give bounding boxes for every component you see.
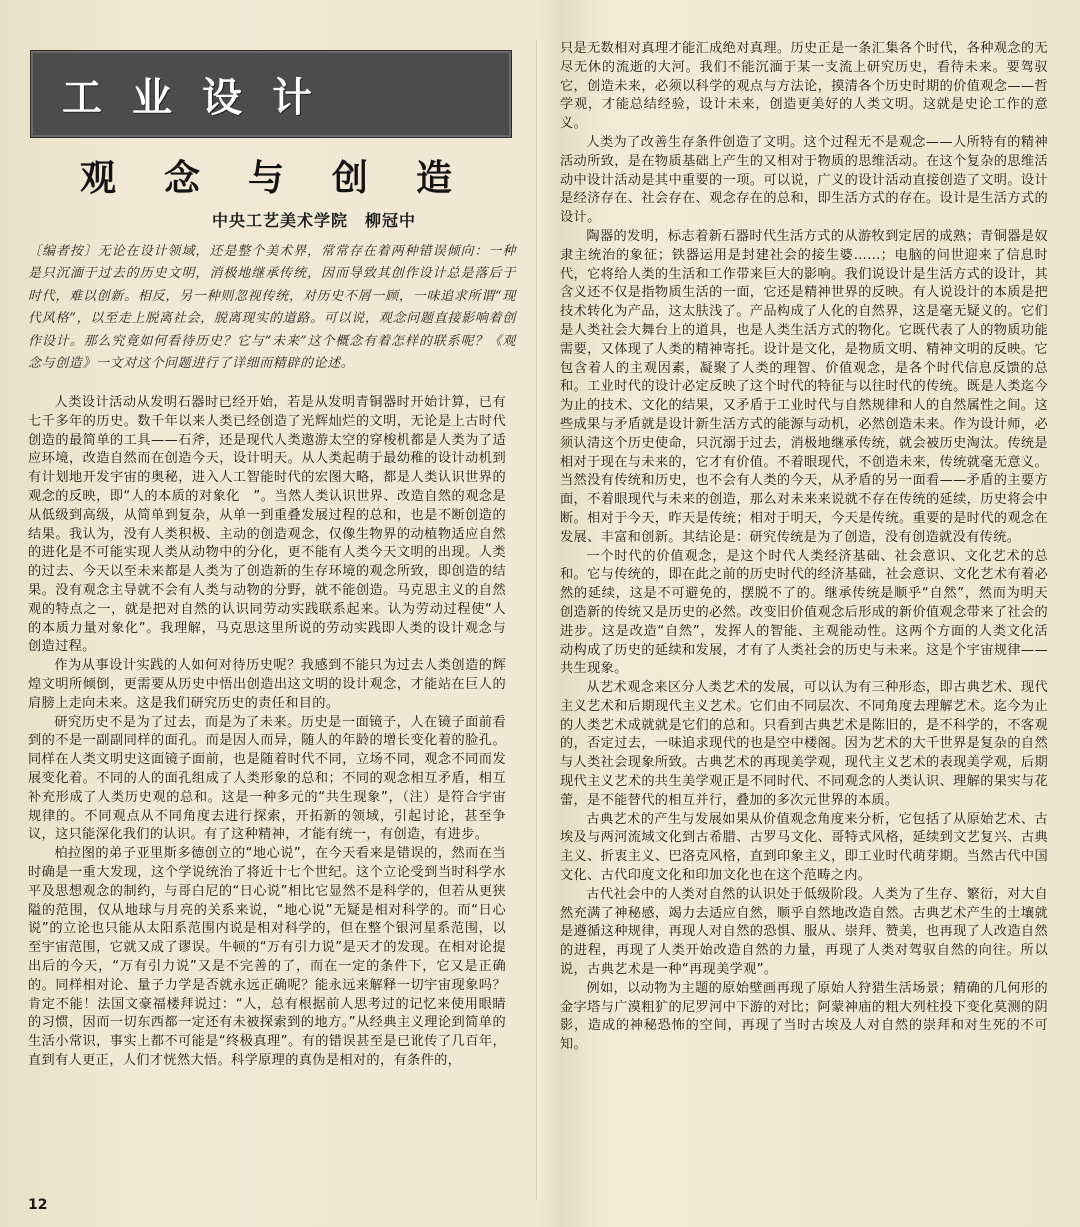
body-paragraph: 研究历史不是为了过去，而是为了未来。历史是一面镜子，人在镜子面前看到的不是一副副同样的面孔。而是因人而异，随人的年龄的增长变化着的脸孔。同样在人类文明史这面镜子面前，也是随着时代不同，立场不同，观念不同而发展变化着。不同的人的面孔组成了人类形象的总和；不同的观念相互矛盾，相互补充形成了人类历史观的总和。这是一种多元的“共生现象”，（注）是符合宇宙规律的。不同观点从不同角度去进行探索，开拓新的领域，引起讨论，甚至争议，这只能深化我们的认识。有了这种精神，才能有统一，有创造，有进步。 bbox=[28, 714, 506, 843]
section-title: 工业设计 bbox=[62, 75, 342, 121]
body-paragraph: 从艺术观念来区分人类艺术的发展，可以认为有三种形态，即古典艺术、现代主义艺术和后期现代主义艺术。它们由不同层次、不同角度去理解艺术。迄今为止的人类艺术成就就是它们的总和。只看到古典艺术是陈旧的，是不科学的，不客观的，否定过去，一味追求现代的也是空中楼阁。因为艺术的大千世界是复杂的自然与人类社会现象所致。古典艺术的再现美学观，现代主义艺术的表现美学观，后期现代主义艺术的共生美学观正是不同时代、不同观念的人类认识、理解的果实与花蕾，是不能替代的相互并行，叠加的多次元世界的本质。 bbox=[560, 680, 1048, 808]
body-paragraph: 人类设计活动从发明石器时已经开始，若是从发明青铜器时开始计算，已有七千多年的历史。数千年以来人类已经创造了光辉灿烂的文明，无论是上古时代创造的最简单的工具——石斧，还是现代人类遨游太空的穿梭机都是人类为了适应环境，改造自然而在创造今天，设计明天。从人类起萌于最幼稚的设计动机到有计划地开发宇宙的奥秘，进入人工智能时代的宏图大略，都是人类认识世界的观念的反映，即“人的本质的对象化 ”。当然人类认识世界、改造自然的观念是从低级到高级，从简单到复杂，从单一到重叠发展过程的总和，也是不断创造的结果。我认为，没有人类积极、主动的创造观念，仅像生物界的动植物适应自然的进化是不可能实现人类从动物中的分化，更不能有人类今天文明的出现。人类的过去、今天以至未来都是人类为了创造新的生存环境的观念所致，即创造的结果。没有观念主导就不会有人类与动物的分野，就不能创造。马克思主义的自然观的特点之一，就是把对自然的认识同劳动实践联系起来。认为劳动过程使“人的本质力量对象化”。我理解，马克思这里所说的劳动实践即人类的设计观念与创造过程。 bbox=[28, 395, 506, 655]
left-column bbox=[28, 394, 506, 1071]
body-paragraph: 柏拉图的弟子亚里斯多德创立的“地心说”，在今天看来是错误的，然而在当时确是一重大发现，这个学说统治了将近十七个世纪。这个立论受到当时科学水平及思想观念的制约，与哥白尼的“日心说”相比它显然不是科学的，但若从更狭隘的范围，仅从地球与月亮的关系来说，“地心说”无疑是相对科学的。而“日心说”的立论也只能从太阳系范围内说是相对科学的，但在整个银河星系范围，以至宇宙范围，它就又成了谬误。牛顿的“万有引力说”是天才的发现。在相对论提出后的今天，“万有引力说”又是不完善的了，而在一定的条件下，它又是正确的。同样相对论、量子力学是否就永远正确呢？能永远来解释一切宇宙现象吗？肯定不能！法国文豪福楼拜说过：“人，总有根据前人思考过的记忆来使用眼睛的习惯，因而一切东西都一定还有未被探索到的地方。”从经典主义理论到简单的生活小常识，事实上都不可能是“终极真理”。有的错误甚至是已讹传了几百年，直到有人更正，人们才恍然大悟。科学原理的真伪是相对的，有条件的， bbox=[28, 846, 506, 1068]
editor-note: 〔编者按〕无论在设计领域，还是整个美术界，常常存在着两种错误倾向：一种是只沉湎于过去的历史文明，消极地继承传统，因而导致其创作设计总是落后于时代，难以创新。相反，另一种则忽视传统，对历史不屑一顾，一味追求所谓“现代风格”，以至走上脱离社会，脱离现实的道路。可以说，观念问题直接影响着创作设计。那么究竟如何看待历史？它与“未来”这个概念有着怎样的联系呢？《观念与创造》一文对这个问题进行了详细而精辟的论述。 bbox=[28, 244, 516, 372]
body-paragraph: 古典艺术的产生与发展如果从价值观念角度来分析，它包括了从原始艺术、古埃及与两河流域文化到古希腊、古罗马文化、哥特式风格，延续到文艺复兴、古典主义、折衷主义、巴洛克风格，直到印象主义，即工业时代萌芽期。当然古代中国文化、古代印度文化和印加文化也在这个范畴之内。 bbox=[560, 811, 1048, 884]
body-paragraph: 古代社会中的人类对自然的认识处于低级阶段。人类为了生存、繁衍，对大自然充满了神秘感，竭力去适应自然，顺乎自然地改造自然。古典艺术产生的土壤就是遵循这种规律，再现人对自然的恐惧、服从、崇拜、赞美，也再现了人改造自然的进程，再现了人类开始改造自然的力量，再现了人类对驾驭自然的向往。所以说，古典艺术是一种“再现美学观”。 bbox=[560, 886, 1048, 978]
page-number: 12 bbox=[28, 1197, 48, 1213]
column-gutter bbox=[536, 40, 537, 1200]
author-byline: 中央工艺美术学院 柳冠中 bbox=[212, 211, 417, 230]
article-title: 观念与创造 bbox=[80, 158, 501, 199]
body-paragraph: 只是无数相对真理才能汇成绝对真理。历史正是一条汇集各个时代，各种观念的无尽无休的流逝的大河。我们不能沉湎于某一支流上研究历史，看待未来。要驾驭它，创造未来，必须以科学的观点与方法论，摸清各个历史时期的价值观念——哲学观，才能总结经验，设计未来，创造更美好的人类文明。这就是史论工作的意义。 bbox=[560, 41, 1048, 132]
body-paragraph: 作为从事设计实践的人如何对待历史呢？我感到不能只为过去人类创造的辉煌文明所倾倒，更需要从历史中悟出创造出这文明的设计观念，才能站在巨人的肩膀上走向未来。这是我们研究历史的责任和目的。 bbox=[28, 658, 506, 711]
body-paragraph: 例如，以动物为主题的原始壁画再现了原始人狩猎生活场景；精确的几何形的金字塔与广漠粗犷的尼罗河中下游的对比；阿蒙神庙的粗大列柱投下变化莫测的阴影，造成的神秘恐怖的空间，再现了当时古埃及人对自然的崇拜和对生死的不可知。 bbox=[560, 980, 1048, 1053]
right-column bbox=[560, 40, 1048, 1055]
body-paragraph: 人类为了改善生存条件创造了文明。这个过程无不是观念——人所特有的精神活动所致，是在物质基础上产生的又相对于物质的思维活动。在这个复杂的思维活动中设计活动是其中重要的一项。可以说，广义的设计活动直接创造了文明。设计是经济存在、社会存在、观念存在的总和，即生活方式的存在。设计是生活方式的设计。 bbox=[560, 134, 1048, 226]
body-paragraph: 陶器的发明，标志着新石器时代生活方式的从游牧到定居的成熟；青铜器是奴隶主统治的象征；铁器运用是封建社会的接生婆……；电脑的问世迎来了信息时代，它将给人类的生活和工作带来巨大的影响。我们说设计是生活方式的设计，其含义还不仅是指物质生活的一面，它还是精神世界的反映。有人说设计的本质是把技术转化为产品，这太肤浅了。产品构成了人化的自然界，这是毫无疑义的。它们是人类社会大舞台上的道具，也是人类生活方式的物化。它既代表了人的物质功能需要，又体现了人类的精神寄托。设计是文化，是物质文明、精神文明的反映。它包含着人的主观因素，凝聚了人类的理智、价值观念，是各个时代信息反馈的总和。工业时代的设计必定反映了这个时代的特征与以往时代的传统。既是人类迄今为止的技术、文化的结果，又矛盾于工业时代与自然规律和人的自然属性之间。这些成果与矛盾就是设计新生活方式的能源与动机，必然创造未来。作为设计师，必须认清这个历史使命，只沉溺于过去，消极地继承传统，就会被历史淘汰。传统是相对于现在与未来的，它才有价值。不着眼现代，不创造未来，传统就毫无意义。当然没有传统和历史，也不会有人类的今天，从矛盾的另一面看——矛盾的主要方面，不着眼现代与未来的创造，那么对未来来说就不存在传统的延续，历史将会中断。相对于今天，昨天是传统；相对于明天，今天是传统。重要的是时代的观念在发展、丰富和创新。其结论是：研究传统是为了创造，没有创造就没有传统。 bbox=[560, 228, 1048, 545]
body-paragraph: 一个时代的价值观念，是这个时代人类经济基础、社会意识、文化艺术的总和。它与传统的，即在此之前的历史时代的经济基础，社会意识、文化艺术有着必然的延续，这是不可避免的，摆脱不了的。继承传统是顺乎“自然”，然而为明天创造新的传统又是历史的必然。改变旧价值观念后形成的新价值观念带来了社会的进步。这是改造“自然”，发挥人的智能、主观能动性。这两个方面的人类文化活动构成了历史的延续和发展，才有了人类社会的历史与未来。这是个宇宙规律——共生现象。 bbox=[560, 548, 1048, 677]
